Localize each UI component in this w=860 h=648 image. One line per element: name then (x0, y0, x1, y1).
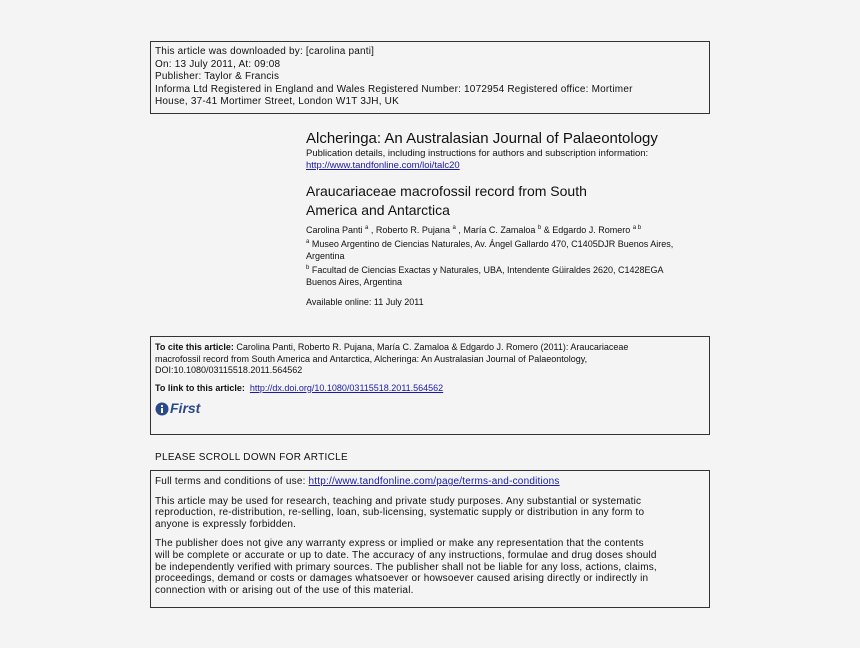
affiliation-text: Museo Argentino de Ciencias Naturales, Av. Ángel Gallardo 470, C1405DJR Buenos Aires, (311, 239, 674, 249)
affiliation-text: Facultad de Ciencias Exactas y Naturales, UBA, Intendente Güiraldes 2620, C1428EGA (311, 265, 664, 275)
available-online: Available online: 11 July 2011 (306, 297, 424, 307)
article-title-line1: Araucariaceae macrofossil record from South (306, 183, 587, 199)
author-name: , María C. Zamaloa (458, 225, 536, 235)
terms-link[interactable]: http://www.tandfonline.com/page/terms-and-conditions (308, 476, 560, 487)
ifirst-logo (155, 402, 705, 416)
ifirst-text: First (170, 400, 201, 417)
affiliation-sup: b (306, 265, 310, 271)
terms-box (150, 470, 710, 608)
terms-link-row (155, 476, 705, 488)
article-title (306, 182, 666, 220)
journal-url-link[interactable]: http://www.tandfonline.com/loi/talc20 (306, 159, 460, 171)
registered-info: Informa Ltd Registered in England and Wales Registered Number: 1072954 Registered office: Mortimer (155, 83, 633, 95)
terms-text: will be complete or accurate or up to date. The accuracy of any instructions, formulae and drug doses should (155, 549, 657, 561)
cite-line3: DOI:10.1080/03115518.2011.564562 (155, 365, 303, 375)
publisher: Publisher: Taylor & Francis (155, 71, 280, 82)
journal-header (306, 130, 716, 171)
article-title-line2: America and Antarctica (306, 202, 450, 218)
terms-text: connection with or arising out of the use of this material. (155, 584, 414, 596)
terms-text: be independently verified with primary sources. The publisher shall not be liable for any loss, actions, claims, (155, 561, 657, 573)
author-sup: a (365, 225, 369, 231)
cite-line2: macrofossil record from South America and Antarctica, Alcheringa: An Australasian Journal of Palaeontology, (155, 353, 588, 364)
link-label: To link to this article: (155, 382, 245, 393)
terms-text: proceedings, demand or costs or damages whatsoever or howsoever caused arising directly or indirectly in (155, 573, 649, 585)
terms-label: Full terms and conditions of use: (155, 476, 306, 487)
affiliation-a (306, 236, 726, 262)
terms-paragraph-2 (155, 538, 705, 596)
authors-line (306, 222, 726, 236)
ifirst-icon (155, 402, 169, 416)
author-sup: b (537, 225, 542, 231)
author-name: & Edgardo J. Romero (543, 225, 631, 235)
scroll-notice: PLEASE SCROLL DOWN FOR ARTICLE (155, 452, 348, 463)
cite-label: To cite this article: (155, 342, 234, 352)
doi-link[interactable]: http://dx.doi.org/10.1080/03115518.2011.564562 (249, 382, 444, 393)
cite-line1: Carolina Panti, Roberto R. Pujana, María C. Zamaloa & Edgardo J. Romero (2011): Araucariaceae (236, 342, 629, 352)
journal-title: Alcheringa: An Australasian Journal of Palaeontology (306, 130, 658, 147)
authors-block (306, 222, 726, 308)
terms-text: This article may be used for research, teaching and private study purposes. Any substantial or systematic (155, 495, 642, 507)
download-info-box (150, 41, 710, 114)
affiliation-sup: a (306, 239, 310, 245)
affiliation-text: Argentina (306, 251, 345, 261)
registered-address: House, 37-41 Mortimer Street, London W1T 3JH, UK (155, 96, 399, 107)
terms-text: anyone is expressly forbidden. (155, 518, 297, 530)
author-sup: a (452, 225, 456, 231)
link-row (155, 383, 705, 395)
downloaded-by: This article was downloaded by: [carolina panti] (155, 46, 375, 57)
publication-details: Publication details, including instructions for authors and subscription information: (306, 148, 649, 159)
affiliation-text: Buenos Aires, Argentina (306, 277, 403, 287)
author-name: Carolina Panti (306, 225, 363, 235)
author-name: , Roberto R. Pujana (370, 225, 450, 235)
citation-text (155, 342, 705, 377)
terms-text: The publisher does not give any warranty express or implied or make any representation that the contents (155, 538, 644, 550)
terms-text: reproduction, re-distribution, re-selling, loan, sub-licensing, systematic supply or distribution in any form to (155, 507, 645, 519)
download-date: On: 13 July 2011, At: 09:08 (155, 58, 281, 70)
affiliation-b (306, 262, 726, 288)
author-sup: a b (632, 225, 642, 231)
citation-box (150, 336, 710, 435)
terms-paragraph-1 (155, 496, 705, 531)
